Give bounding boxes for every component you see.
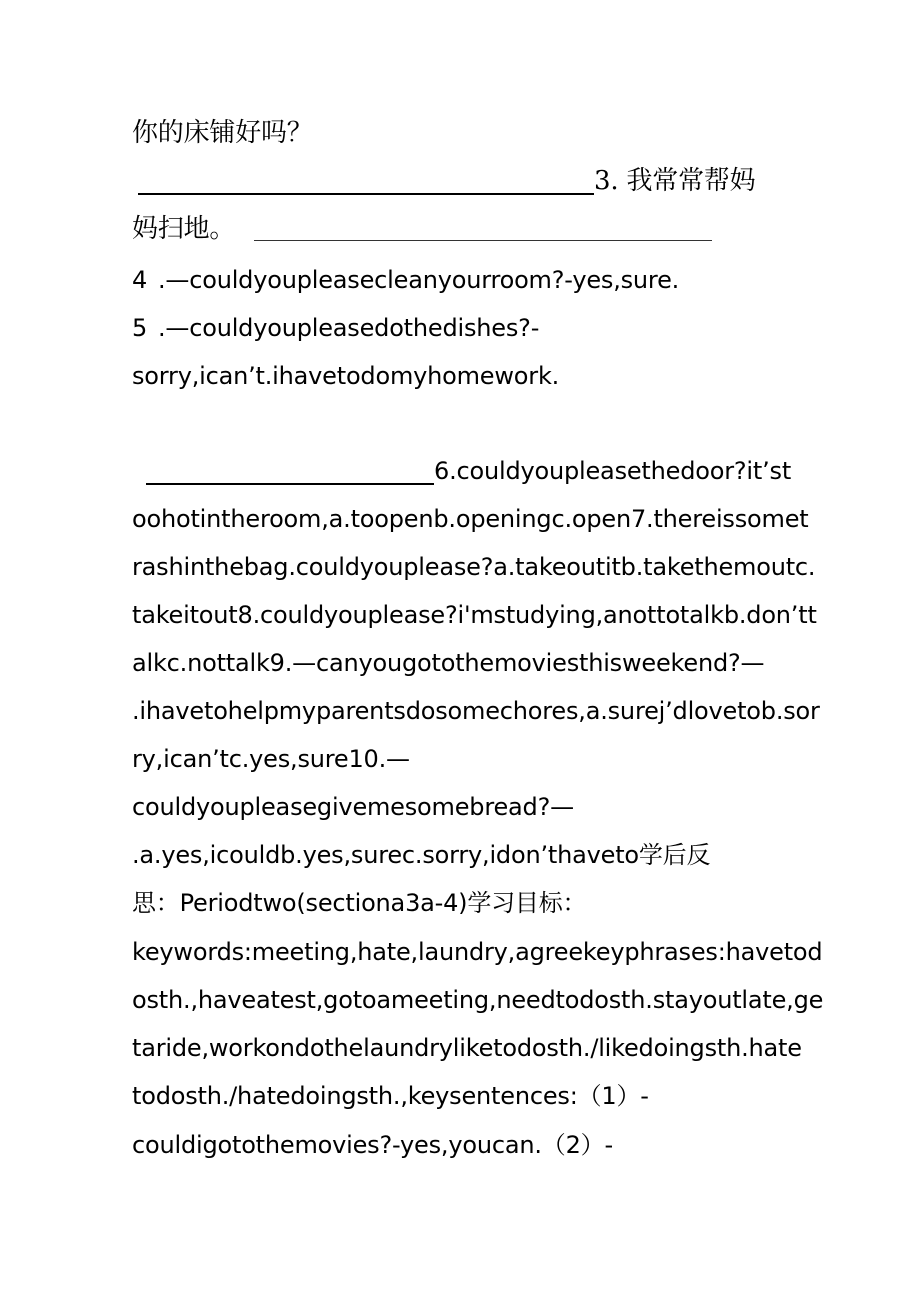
- text-line-4: [132, 265, 679, 295]
- text-line-1: 你的床铺好吗？: [132, 118, 313, 148]
- question-3: 3. 我常常帮妈: [594, 166, 756, 196]
- text-line-11: alkc.nottalk9.—canyougotothemoviesthisweekend?—: [132, 649, 765, 677]
- answer-blank-thin[interactable]: [254, 240, 712, 241]
- question-6: 6.couldyoupleasethedoor?it’st: [434, 457, 792, 485]
- answer-blank[interactable]: [138, 193, 594, 195]
- text-line-5: [132, 313, 539, 343]
- text-line-15: .a.yes,icouldb.yes,surec.sorry,idon’thaveto学后反: [132, 841, 711, 869]
- answer-blank[interactable]: [146, 483, 434, 485]
- text-line-18: osth.,haveatest,gotoameeting,needtodosth.stayoutlate,ge: [132, 986, 824, 1014]
- text-line-7: [146, 456, 791, 486]
- text-line-21: couldigotothemovies?-yes,youcan.（2）-: [132, 1131, 613, 1159]
- text-line-3: 妈扫地。: [132, 214, 236, 244]
- text-line-2: [138, 166, 755, 196]
- text-line-9: rashinthebag.couldyouplease?a.takeoutitb.takethemoutc.: [132, 553, 816, 581]
- text-line-14: couldyoupleasegivemesomebread?—: [132, 793, 574, 821]
- text-line-6: sorry,ican’t.ihavetodomyhomework.: [132, 362, 560, 390]
- text-line-8: oohotintheroom,a.toopenb.openingc.open7.thereissomet: [132, 505, 809, 533]
- text-line-16: 思：Periodtwo(sectiona3a-4)学习目标：: [132, 889, 587, 917]
- text-line-19: taride,workondothelaundryliketodosth./likedoingsth.hate: [132, 1034, 802, 1062]
- text-line-13: ry,ican’tc.yes,sure10.—: [132, 745, 410, 773]
- item-text: .—couldyoupleasecleanyourroom?-yes,sure.: [158, 266, 680, 294]
- item-text: .—couldyoupleasedothedishes?-: [158, 314, 540, 342]
- text-line-12: .ihavetohelpmyparentsdosomechores,a.surej’dlovetob.sor: [132, 697, 820, 725]
- text-line-20: todosth./hatedoingsth.,keysentences:（1）-: [132, 1082, 649, 1110]
- item-number: 4: [132, 266, 148, 294]
- item-number: 5: [132, 314, 148, 342]
- text-line-17: keywords:meeting,hate,laundry,agreekeyphrases:havetod: [132, 938, 823, 966]
- text-line-10: takeitout8.couldyouplease?i'mstudying,anottotalkb.don’tt: [132, 601, 817, 629]
